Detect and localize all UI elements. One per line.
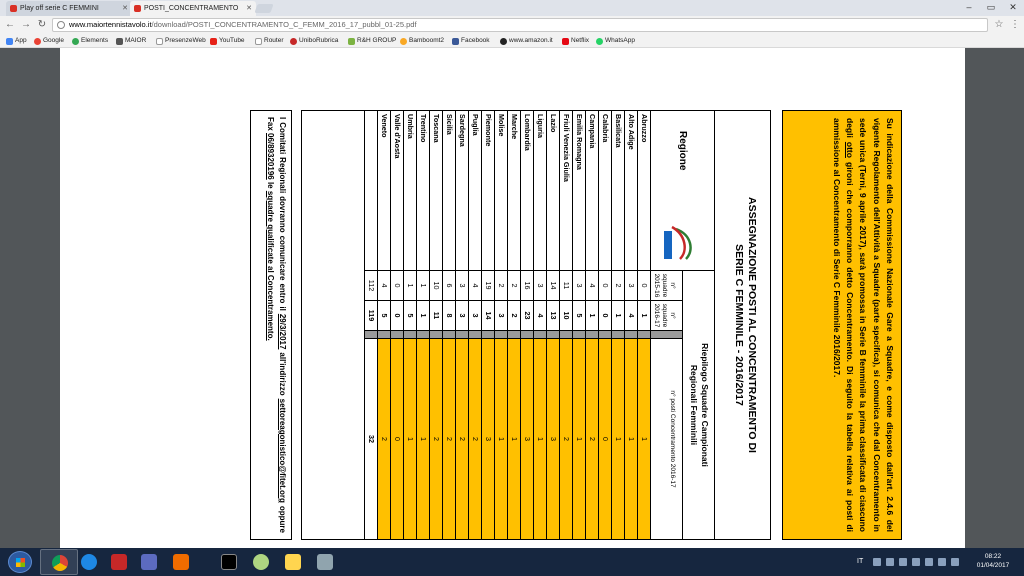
region-name: Toscana xyxy=(430,111,442,271)
concentramento-places: 3 xyxy=(521,339,533,539)
table-row xyxy=(442,111,455,539)
column-separator xyxy=(430,331,442,339)
table-row xyxy=(559,111,572,539)
teams-2015-16: 3 xyxy=(625,271,637,301)
region-name: Sardegna xyxy=(456,111,468,271)
region-name: Valle d'Aosta xyxy=(391,111,403,271)
concentramento-places: 1 xyxy=(404,339,416,539)
column-separator xyxy=(443,331,455,339)
concentramento-places: 2 xyxy=(469,339,481,539)
taskbar-app-9[interactable] xyxy=(306,549,344,575)
tray-icon[interactable] xyxy=(925,558,933,566)
region-name: Emilia Romagna xyxy=(573,111,585,271)
column-separator xyxy=(612,331,624,339)
chrome-icon xyxy=(52,555,68,571)
column-separator xyxy=(573,331,585,339)
new-tab-button[interactable] xyxy=(254,4,273,13)
bookmark-amazon[interactable]: www.amazon.it xyxy=(500,34,553,48)
bookmark-facebook[interactable]: Facebook xyxy=(452,34,490,48)
app-icon xyxy=(253,554,269,570)
table-row xyxy=(429,111,442,539)
teams-2016-17: 10 xyxy=(560,301,572,331)
footer-note: I Comitati Regionali dovranno comunicare entro il 29/3/2017 all'indirizzo settoreagonistico@fitet.org oppure Fax 06/89320196 le squadre qualificate al Concentramento. xyxy=(250,110,292,540)
teams-2016-17: 3 xyxy=(495,301,507,331)
region-name: Liguria xyxy=(534,111,546,271)
teams-2015-16: 6 xyxy=(443,271,455,301)
table-row xyxy=(533,111,546,539)
bookmark-presenzeweb[interactable]: PresenzeWeb xyxy=(156,34,206,48)
maximize-icon[interactable]: ▭ xyxy=(986,2,996,12)
teams-2015-16: 0 xyxy=(391,271,403,301)
teams-2015-16: 4 xyxy=(586,271,598,301)
header-teams-2015-16: n° squadre 2015-16 xyxy=(650,271,682,301)
teams-2015-16: 2 xyxy=(612,271,624,301)
close-window-icon[interactable]: ✕ xyxy=(1009,2,1017,12)
bookmark-elements[interactable]: Elements xyxy=(72,34,108,48)
clock-date: 01/04/2017 xyxy=(976,562,1010,569)
language-indicator[interactable]: IT xyxy=(857,558,864,565)
teams-2016-17: 11 xyxy=(430,301,442,331)
system-clock[interactable] xyxy=(968,552,1018,570)
intro-underlined: otto xyxy=(845,141,856,158)
taskbar-outlook[interactable] xyxy=(162,549,200,575)
whatsapp-icon xyxy=(596,38,603,45)
minimize-icon[interactable]: – xyxy=(966,2,972,12)
reload-icon[interactable]: ↻ xyxy=(37,19,47,30)
bookmark-netflix[interactable]: Netflix xyxy=(562,34,589,48)
tray-icon[interactable] xyxy=(886,558,894,566)
page-icon xyxy=(255,38,262,45)
teams-2016-17: 1 xyxy=(586,301,598,331)
amazon-icon xyxy=(500,38,507,45)
email-link[interactable]: settoreagonistico@fitet.org xyxy=(278,398,287,503)
table-row xyxy=(455,111,468,539)
concentramento-places: 2 xyxy=(560,339,572,539)
bookmark-router[interactable]: Router xyxy=(255,34,284,48)
concentramento-places: 1 xyxy=(508,339,520,539)
url-path: /download/POSTI_CONCENTRAMENTO_C_FEMM_2016_17_pubbl_01-25.pdf xyxy=(151,20,417,29)
start-button[interactable] xyxy=(8,551,32,573)
teams-2016-17: 4 xyxy=(534,301,546,331)
pdf-viewer[interactable] xyxy=(0,48,1024,548)
terminal-icon xyxy=(221,554,237,570)
app-icon xyxy=(111,554,127,570)
table-row xyxy=(468,111,481,539)
concentramento-places: 1 xyxy=(638,339,650,539)
teams-2016-17: 1 xyxy=(612,301,624,331)
teams-2015-16: 4 xyxy=(469,271,481,301)
rh-icon xyxy=(348,38,355,45)
teams-2016-17: 13 xyxy=(547,301,559,331)
tray-icon[interactable] xyxy=(873,558,881,566)
table-row xyxy=(416,111,429,539)
pdf-favicon-icon xyxy=(10,5,17,12)
concentramento-places: 0 xyxy=(599,339,611,539)
back-arrow-icon[interactable]: ← xyxy=(5,19,15,30)
table-row xyxy=(598,111,611,539)
column-separator xyxy=(417,331,429,339)
concentramento-places: 2 xyxy=(443,339,455,539)
outlook-icon xyxy=(173,554,189,570)
teams-2016-17: 1 xyxy=(417,301,429,331)
header-group: Riepilogo Squadre Campionati Regionali Femminili xyxy=(682,271,714,539)
url-host: www.maiortennistavolo.it xyxy=(69,20,152,29)
tab-title: POSTI_CONCENTRAMENTO xyxy=(144,5,239,12)
bookmark-star-icon[interactable]: ☆ xyxy=(994,19,1004,30)
region-name: Sicilia xyxy=(443,111,455,271)
info-icon[interactable] xyxy=(57,21,65,29)
teams-2016-17: 5 xyxy=(378,301,390,331)
teams-2015-16: 0 xyxy=(599,271,611,301)
teams-2016-17: 3 xyxy=(469,301,481,331)
teams-2015-16: 3 xyxy=(573,271,585,301)
column-separator xyxy=(391,331,403,339)
teams-2016-17: 23 xyxy=(521,301,533,331)
table-row xyxy=(481,111,494,539)
teams-2016-17: 2 xyxy=(508,301,520,331)
table-row xyxy=(546,111,559,539)
column-separator xyxy=(599,331,611,339)
column-separator xyxy=(586,331,598,339)
table-title xyxy=(714,111,770,539)
teams-2015-16: 3 xyxy=(534,271,546,301)
region-name: Lombardia xyxy=(521,111,533,271)
table-row xyxy=(585,111,598,539)
elements-icon xyxy=(72,38,79,45)
region-name: Campania xyxy=(586,111,598,271)
pdf-page xyxy=(60,48,965,548)
region-name: Piemonte xyxy=(482,111,494,271)
concentramento-places: 3 xyxy=(482,339,494,539)
teams-2015-16: 1 xyxy=(404,271,416,301)
table-row xyxy=(403,111,416,539)
bookmark-bamboomt2[interactable]: Bamboomt2 xyxy=(400,34,444,48)
teams-2015-16: 11 xyxy=(560,271,572,301)
concentramento-places: 0 xyxy=(391,339,403,539)
facebook-icon xyxy=(452,38,459,45)
google-icon xyxy=(34,38,41,45)
menu-icon[interactable]: ⋮ xyxy=(1010,19,1020,30)
bamboo-icon xyxy=(400,38,407,45)
table-row xyxy=(520,111,533,539)
clock-time: 08:22 xyxy=(984,553,1002,560)
region-name: Umbria xyxy=(404,111,416,271)
column-separator xyxy=(625,331,637,339)
close-tab-icon[interactable]: ✕ xyxy=(246,5,252,12)
close-tab-icon[interactable]: ✕ xyxy=(122,5,128,12)
totals-row xyxy=(364,111,377,539)
teams-2016-17: 4 xyxy=(625,301,637,331)
totals-label xyxy=(365,111,377,271)
concentramento-places: 1 xyxy=(625,339,637,539)
column-separator xyxy=(638,331,650,339)
forward-arrow-icon[interactable]: → xyxy=(21,19,31,30)
region-name: Abruzzo xyxy=(638,111,650,271)
tray-icon[interactable] xyxy=(899,558,907,566)
concentramento-places: 2 xyxy=(430,339,442,539)
teams-2015-16: 1 xyxy=(417,271,429,301)
address-bar[interactable] xyxy=(52,18,988,32)
bookmark-whatsapp[interactable]: WhatsApp xyxy=(596,34,635,48)
intro-notice: Su indicazione della Commissione Nazionale Gare a Squadre, e come disposto dall'art. 2.4.6 del vigente Regolamento dell'Attività a Squadre (parte specifica), si comunica che dal Concentramento in sede unica (Terni, 9 aprile 2017), sarà promossa in Serie B femminile la prima classificata di ciascuno degli otto gironi che comporranno detto Concentramento. Di seguito la tabella relativa ai posti di ammissione al Concentramento di Serie C Femminile 2016/2017. xyxy=(782,110,902,540)
column-separator xyxy=(521,331,533,339)
title-line-1: ASSEGNAZIONE POSTI AL CONCENTRAMENTO DI xyxy=(746,197,758,453)
netflix-icon xyxy=(562,38,569,45)
column-separator xyxy=(378,331,390,339)
column-separator xyxy=(365,331,377,339)
concentramento-places: 2 xyxy=(586,339,598,539)
table-row xyxy=(611,111,624,539)
concentramento-places: 1 xyxy=(534,339,546,539)
concentramento-places: 1 xyxy=(495,339,507,539)
title-line-2: SERIE C FEMMINILE - 2016/2017 xyxy=(733,244,745,406)
teams-2016-17: 3 xyxy=(456,301,468,331)
concentramento-places: 1 xyxy=(573,339,585,539)
maior-icon xyxy=(116,38,123,45)
table-row xyxy=(390,111,403,539)
total-2015-16: 112 xyxy=(365,271,377,301)
page-icon xyxy=(156,38,163,45)
header-region: Regione xyxy=(650,111,714,271)
concentramento-places: 2 xyxy=(456,339,468,539)
teams-2015-16: 16 xyxy=(521,271,533,301)
column-separator xyxy=(534,331,546,339)
table-row xyxy=(494,111,507,539)
region-name: Friuli Venezia Giulia xyxy=(560,111,572,271)
teams-2015-16: 3 xyxy=(456,271,468,301)
column-separator xyxy=(456,331,468,339)
region-name: Basilicata xyxy=(612,111,624,271)
teams-2016-17: 1 xyxy=(638,301,650,331)
bookmark-uniborubrica[interactable]: UniboRubrica xyxy=(290,34,338,48)
region-name: Alto Adige xyxy=(625,111,637,271)
table-row xyxy=(507,111,520,539)
region-name: Marche xyxy=(508,111,520,271)
region-name: Trentino xyxy=(417,111,429,271)
header-separator xyxy=(650,331,682,339)
column-separator xyxy=(560,331,572,339)
total-places: 32 xyxy=(365,339,377,539)
bookmark-google[interactable]: Google xyxy=(34,34,64,48)
unibo-icon xyxy=(290,38,297,45)
assignment-table xyxy=(301,110,771,540)
column-separator xyxy=(495,331,507,339)
teams-2016-17: 14 xyxy=(482,301,494,331)
concentramento-places: 1 xyxy=(612,339,624,539)
folder-icon xyxy=(285,554,301,570)
table-row xyxy=(637,111,650,539)
bookmark-youtube[interactable]: YouTube xyxy=(210,34,245,48)
teams-2016-17: 8 xyxy=(443,301,455,331)
tab-posti-concentramento[interactable] xyxy=(130,1,256,16)
fitet-logo-icon xyxy=(660,223,700,263)
network-icon[interactable] xyxy=(938,558,946,566)
save-icon xyxy=(141,554,157,570)
column-separator xyxy=(469,331,481,339)
column-separator xyxy=(404,331,416,339)
concentramento-places: 2 xyxy=(378,339,390,539)
teams-2015-16: 2 xyxy=(508,271,520,301)
bookmark-rh-group[interactable]: R&H GROUP xyxy=(348,34,396,48)
teams-2015-16: 19 xyxy=(482,271,494,301)
header-teams-2016-17: n° squadre 2016-17 xyxy=(650,301,682,331)
teams-2016-17: 5 xyxy=(404,301,416,331)
windows-taskbar xyxy=(0,548,1024,576)
tab-strip xyxy=(0,0,1024,16)
column-separator xyxy=(508,331,520,339)
region-name: Calabria xyxy=(599,111,611,271)
pdf-favicon-icon xyxy=(134,5,141,12)
volume-icon[interactable] xyxy=(951,558,959,566)
concentramento-places: 3 xyxy=(547,339,559,539)
rotated-page-content xyxy=(212,110,902,540)
table-row xyxy=(624,111,637,539)
teams-2015-16: 10 xyxy=(430,271,442,301)
bookmarks-bar xyxy=(0,34,1024,48)
column-separator xyxy=(547,331,559,339)
header-places: n° posti Concentramento 2016-17 xyxy=(650,339,682,539)
bookmark-apps[interactable]: App xyxy=(6,34,27,48)
region-name: Veneto xyxy=(378,111,390,271)
browser-toolbar xyxy=(0,16,1024,34)
region-name: Puglia xyxy=(469,111,481,271)
total-2016-17: 119 xyxy=(365,301,377,331)
internet-explorer-icon xyxy=(81,554,97,570)
teams-2016-17: 5 xyxy=(573,301,585,331)
tab-play-off[interactable] xyxy=(6,1,132,16)
region-name: Lazio xyxy=(547,111,559,271)
tray-icon[interactable] xyxy=(912,558,920,566)
table-row xyxy=(377,111,390,539)
concentramento-places: 1 xyxy=(417,339,429,539)
teams-2015-16: 4 xyxy=(378,271,390,301)
teams-2015-16: 14 xyxy=(547,271,559,301)
teams-2015-16: 0 xyxy=(638,271,650,301)
bookmark-maior[interactable]: MAIOR xyxy=(116,34,146,48)
teams-2016-17: 0 xyxy=(391,301,403,331)
teams-2015-16: 2 xyxy=(495,271,507,301)
youtube-icon xyxy=(210,38,217,45)
column-separator xyxy=(482,331,494,339)
table-row xyxy=(572,111,585,539)
teams-2016-17: 0 xyxy=(599,301,611,331)
tab-title: Play off serie C FEMMINI xyxy=(20,5,99,12)
apps-grid-icon xyxy=(6,38,13,45)
app-icon xyxy=(317,554,333,570)
region-name: Molise xyxy=(495,111,507,271)
